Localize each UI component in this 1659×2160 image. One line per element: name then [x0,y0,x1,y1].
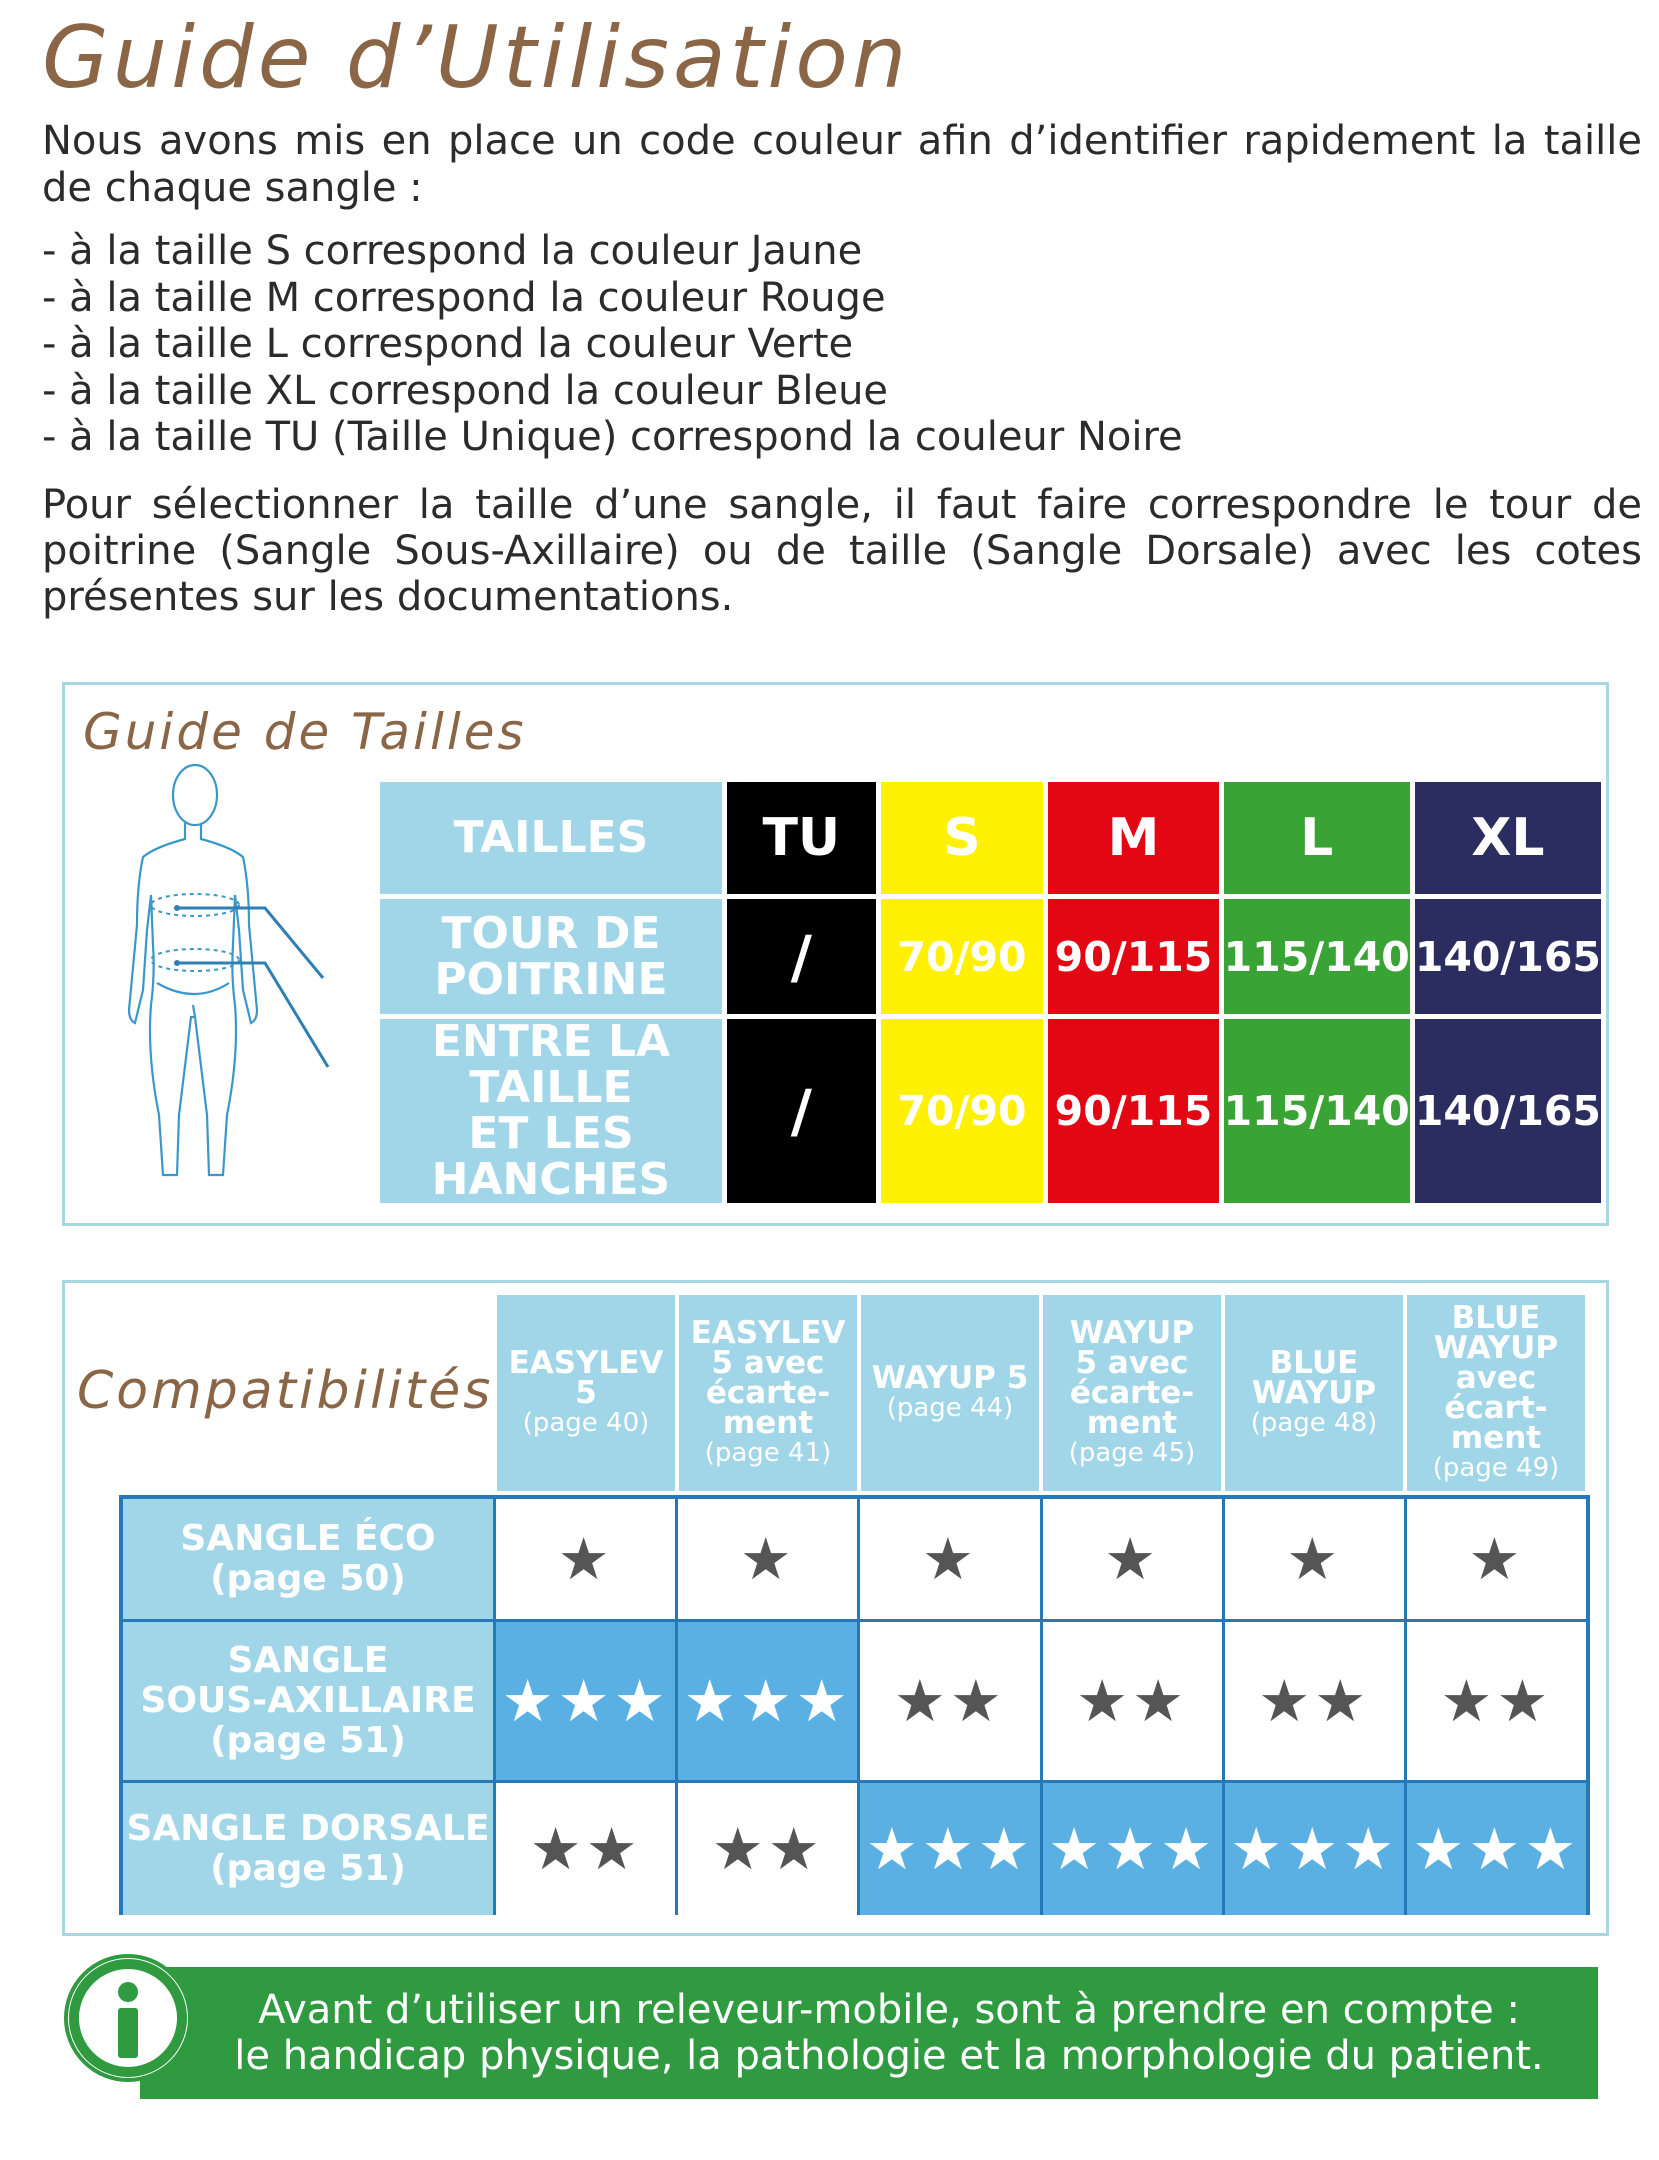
star-icon: ★ [585,1815,642,1883]
column-page-ref: (page 41) [704,1438,832,1468]
row-label-line: SANGLE ÉCO [180,1518,436,1559]
row-label-line: (page 51) [210,1720,406,1761]
table-row [380,899,1601,1014]
waist-value-tu: / [727,1019,876,1203]
column-name-line: 5 avec [1075,1345,1189,1381]
compat-rating-cell [1043,1499,1222,1619]
list-item: - à la taille S correspond la couleur Jaune [42,228,863,274]
row-label-line: POITRINE [434,953,668,1005]
star-icon: ★ [613,1667,670,1735]
column-name-line: BLUE [1451,1300,1541,1336]
star-icon: ★ [1468,1525,1525,1593]
row-label-chest [380,899,722,1014]
compat-row-label [123,1499,493,1619]
info-banner [140,1967,1598,2099]
star-icon: ★ [1524,1815,1581,1883]
column-page-ref: (page 48) [1250,1408,1378,1438]
column-name-line: avec [1455,1360,1537,1396]
list-item: - à la taille XL correspond la couleur Bleue [42,367,889,414]
info-icon [62,1952,194,2084]
table-row [380,782,1601,894]
star-icon: ★ [1496,1667,1553,1735]
compat-rating-cell [860,1499,1039,1619]
column-name-line: écarte- [1069,1375,1195,1411]
size-table [375,777,1606,1208]
column-name-line: ment [722,1405,814,1441]
page-title: Guide d’Utilisation [42,8,911,108]
star-icon: ★ [1076,1667,1133,1735]
compatibility-panel [62,1280,1609,1936]
compat-rating-cell [678,1783,857,1915]
column-name-line: écarte- [705,1375,831,1411]
list-item: - à la taille TU (Taille Unique) correspond la couleur Noire [42,414,1183,460]
compat-rating-cell [860,1783,1039,1915]
compat-column-header [861,1295,1039,1491]
star-icon: ★ [1104,1525,1161,1593]
compat-rating-cell [678,1622,857,1780]
compat-rating-cell [496,1783,675,1915]
chest-value-l: 115/140 [1224,899,1410,1014]
waist-value-s: 70/90 [881,1019,1044,1203]
column-page-ref: (page 49) [1432,1453,1560,1483]
compat-rating-cell [1407,1622,1586,1780]
compat-column-header [1407,1295,1585,1491]
column-name-line: EASYLEV [690,1315,846,1351]
chest-value-tu: / [727,899,876,1014]
column-name-line: WAYUP [1069,1315,1195,1351]
intro-text: Nous avons mis en place un code couleur afin d’identifier rapidement la taille de chaque sangle : [42,118,1642,211]
compat-column-header [1043,1295,1221,1491]
banner-line: Avant d’utiliser un releveur-mobile, sont à prendre en compte : [258,1987,1520,2033]
row-label-line: (page 50) [210,1558,406,1599]
star-icon: ★ [711,1815,768,1883]
star-icon: ★ [1258,1667,1315,1735]
waist-value-m: 90/115 [1048,1019,1218,1203]
row-label-line: ENTRE LA TAILLE [431,1016,671,1113]
star-icon: ★ [529,1815,586,1883]
column-name-line: BLUE [1269,1345,1359,1381]
row-label-line: (page 51) [210,1848,406,1889]
compat-table [119,1495,1590,1915]
star-icon: ★ [893,1667,950,1735]
row-label-line: SANGLE DORSALE [126,1808,490,1849]
star-icon: ★ [1342,1815,1399,1883]
column-name-line: 5 avec [711,1345,825,1381]
row-label-line: SOUS-AXILLAIRE [140,1680,476,1721]
star-icon: ★ [501,1667,558,1735]
compat-rating-cell [1043,1622,1222,1780]
compat-column-header [1225,1295,1403,1491]
star-icon: ★ [1412,1815,1469,1883]
column-name-line: écart- [1444,1390,1548,1426]
star-icon: ★ [1286,1815,1343,1883]
row-label-waist-hips [380,1016,722,1205]
star-icon: ★ [767,1815,824,1883]
column-name-line: WAYUP [1433,1330,1559,1366]
compat-column-header [679,1295,857,1491]
compat-column-header [497,1295,675,1491]
size-color-list [42,228,1183,461]
chest-value-s: 70/90 [881,899,1044,1014]
star-icon: ★ [921,1525,978,1593]
column-name-line: WAYUP 5 [871,1360,1029,1396]
size-header-tu: TU [727,782,876,894]
compat-rating-cell [496,1499,675,1619]
star-icon: ★ [557,1525,614,1593]
star-icon: ★ [1286,1525,1343,1593]
size-guide-panel [62,682,1609,1226]
compat-rating-cell [1225,1499,1404,1619]
compat-rating-cell [1225,1622,1404,1780]
waist-value-l: 115/140 [1224,1019,1410,1203]
size-header-m: M [1048,782,1218,894]
star-icon: ★ [1160,1815,1217,1883]
compat-rating-cell [1407,1783,1586,1915]
star-icon: ★ [977,1815,1034,1883]
size-header-xl: XL [1415,782,1601,894]
banner-line: le handicap physique, la pathologie et la morphologie du patient. [234,2033,1544,2079]
column-page-ref: (page 45) [1068,1438,1196,1468]
star-icon: ★ [1132,1667,1189,1735]
star-icon: ★ [739,1667,796,1735]
list-item: - à la taille L correspond la couleur Verte [42,321,854,367]
star-icon: ★ [739,1525,796,1593]
star-icon: ★ [1314,1667,1371,1735]
chest-value-m: 90/115 [1048,899,1218,1014]
star-icon: ★ [557,1667,614,1735]
column-name-line: WAYUP [1251,1375,1377,1411]
chest-value-xl: 140/165 [1415,899,1601,1014]
waist-value-xl: 140/165 [1415,1019,1601,1203]
star-icon: ★ [1440,1667,1497,1735]
star-icon: ★ [865,1815,922,1883]
row-label-line: TOUR DE [441,907,661,959]
table-header-label: TAILLES [380,782,722,894]
column-name-line: ment [1450,1420,1542,1456]
star-icon: ★ [1230,1815,1287,1883]
row-label-line: SANGLE [227,1640,389,1681]
selection-paragraph: Pour sélectionner la taille d’une sangle, il faut faire correspondre le tour de poitrine (Sangle Sous-Axillaire) ou de taille (Sangle Dorsale) avec les cotes présentes sur les documentations. [42,482,1642,620]
size-guide-title: Guide de Tailles [83,703,527,761]
star-icon: ★ [1048,1815,1105,1883]
body-outline-icon [85,755,385,1205]
compatibility-title: Compatibilités [77,1361,494,1421]
row-label-line: ET LES HANCHES [431,1108,671,1205]
column-page-ref: (page 40) [522,1408,650,1438]
star-icon: ★ [949,1667,1006,1735]
star-icon: ★ [921,1815,978,1883]
compat-row-label [123,1622,493,1780]
column-name-line: EASYLEV 5 [508,1345,664,1411]
compat-row-label [123,1783,493,1915]
table-row [380,1019,1601,1203]
compat-rating-cell [860,1622,1039,1780]
compat-column-headers [497,1295,1585,1491]
size-header-s: S [881,782,1044,894]
star-icon: ★ [1468,1815,1525,1883]
compat-rating-cell [678,1499,857,1619]
column-page-ref: (page 44) [886,1393,1014,1423]
compat-rating-cell [496,1622,675,1780]
compat-rating-cell [1407,1499,1586,1619]
star-icon: ★ [1104,1815,1161,1883]
size-header-l: L [1224,782,1410,894]
compat-rating-cell [1043,1783,1222,1915]
compat-rating-cell [1225,1783,1404,1915]
star-icon: ★ [795,1667,852,1735]
star-icon: ★ [683,1667,740,1735]
column-name-line: ment [1086,1405,1178,1441]
list-item: - à la taille M correspond la couleur Rouge [42,274,886,321]
